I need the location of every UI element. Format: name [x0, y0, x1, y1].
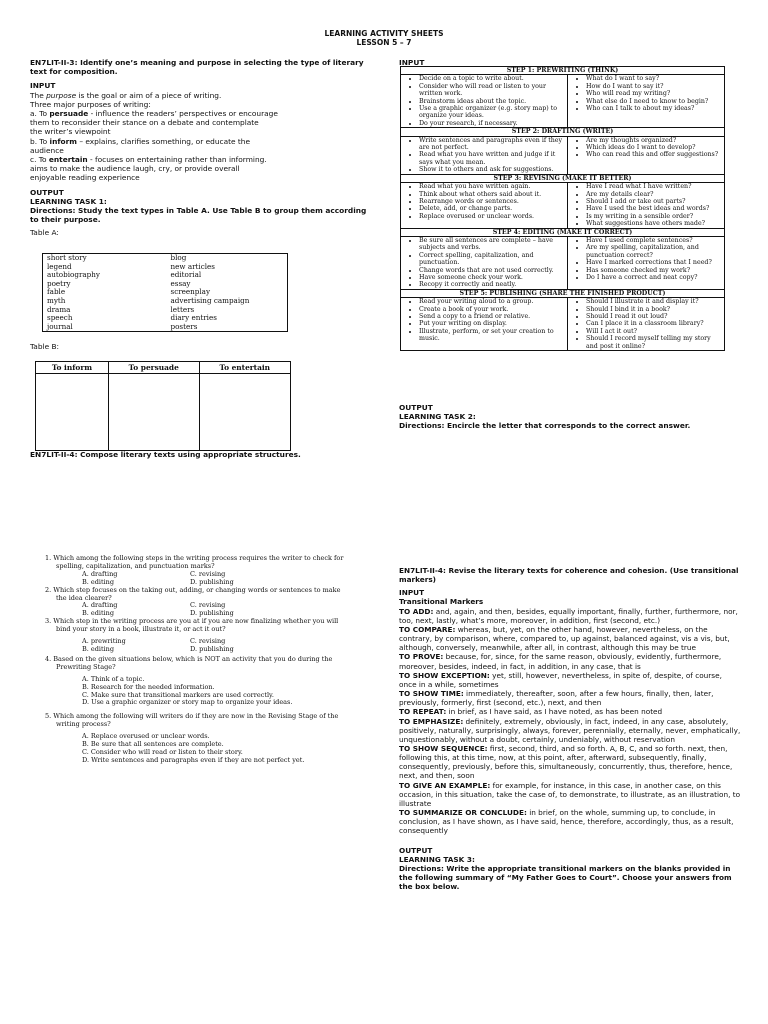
table-a-cell: screenplay: [170, 287, 211, 297]
table-a-cell: journal: [47, 321, 73, 331]
answer-option[interactable]: A. prewriting: [82, 637, 126, 646]
competency-3: EN7LIT-II-3: Identify one’s meaning and purpose in selecting the type of literary text for composition.: [30, 58, 364, 77]
step-bullet: • Have I marked corrections that I need?: [586, 259, 722, 266]
marker-label: TO SHOW TIME:: [399, 689, 464, 699]
step-right-cell: [568, 136, 725, 174]
answer-option[interactable]: B. editing: [82, 609, 115, 618]
task2-block: [399, 403, 739, 431]
step-bullet: • Decide on a topic to write about.: [419, 75, 565, 82]
step-bullet: • Read what you have written again.: [419, 183, 565, 190]
task3-directions: Directions: Write the appropriate transitional markers on the blanks provided in the following summary of “My Father Goes to Court”. Choose your answers from the box below.: [399, 863, 732, 892]
step-heading: STEP 3: REVISING (MAKE IT BETTER): [401, 174, 725, 182]
step-bullet: • Read your writing aloud to a group.: [419, 298, 565, 305]
table-a: [42, 253, 288, 332]
step-bullet: • Replace overused or unclear words.: [419, 213, 565, 220]
step-row: [401, 136, 725, 174]
answer-option[interactable]: A. Think of a topic.: [82, 674, 145, 683]
answer-option[interactable]: C. revising: [190, 569, 226, 578]
table-a-cell: blog: [170, 253, 187, 262]
task2-heading: LEARNING TASK 2:: [399, 412, 476, 422]
competency-revise: EN7LIT-II-4: Revise the literary texts for coherence and cohesion. (Use transitional markers): [399, 566, 739, 585]
step-bullet: • Should I record myself telling my story and post it online?: [586, 335, 722, 350]
question-item: [45, 555, 345, 587]
question-item: [45, 618, 345, 654]
answer-option[interactable]: D. publishing: [190, 577, 234, 586]
table-a-row: [43, 254, 288, 263]
marker-words: whereas, but, yet, on the other hand, however, nevertheless, on the contrary, by comparison, where, compared to, up against, balanced against, vis a vis, but, although, conversely, meanwhile, after all, in contrast, although this may be true: [399, 624, 730, 653]
step-bullet: • Do your research, if necessary.: [419, 120, 565, 127]
step-bullet: • Brainstorm ideas about the topic.: [419, 98, 565, 105]
marker-label: TO EMPHASIZE:: [399, 716, 464, 726]
question-list: [45, 555, 345, 771]
step-bullet: • What do I want to say?: [586, 75, 722, 82]
table-a-row: [43, 271, 288, 280]
step-bullet: • Have I used the best ideas and words?: [586, 205, 722, 212]
answer-option[interactable]: B. Be sure that all sentences are complete.: [82, 740, 224, 749]
step-heading: STEP 1: PREWRITING (THINK): [401, 67, 725, 75]
question-text: 1. Which among the following steps in the writing process requires the writer to check for spelling, capitalization, and punctuation marks?: [45, 554, 344, 570]
table-a-label: Table A:: [30, 228, 59, 238]
step-bullet: • Change words that are not used correctly.: [419, 267, 565, 274]
answer-option[interactable]: A. drafting: [82, 569, 118, 578]
step-bullet: • Be sure all sentences are complete – have subjects and verbs.: [419, 237, 565, 252]
step-bullet: • Show it to others and ask for suggestions.: [419, 166, 565, 173]
step-left-cell: [401, 236, 568, 289]
output-heading: OUTPUT: [30, 187, 64, 197]
steps-input-heading: INPUT: [399, 58, 425, 67]
markers-list: [399, 607, 741, 836]
step-bullet: • Will I act it out?: [586, 328, 722, 335]
marker-entry: [399, 781, 741, 808]
step-bullet: • Should I add or take out parts?: [586, 198, 722, 205]
marker-entry: [399, 607, 741, 625]
table-b-header-inform: To inform: [36, 362, 109, 374]
table-a-row: [43, 314, 288, 323]
question-item: [45, 587, 345, 619]
step-bullet: • What suggestions have others made?: [586, 220, 722, 227]
question-text: 2. Which step focuses on the taking out, adding, or changing words or sentences to make the idea clearer?: [45, 585, 341, 602]
markers-section: [399, 566, 741, 891]
table-a-row: [43, 297, 288, 306]
step-bullet: • Should I illustrate it and display it?: [586, 298, 722, 305]
step-bullet: • Write sentences and paragraphs even if they are not perfect.: [419, 137, 565, 152]
step-bullet: • Consider who will read or listen to your written work.: [419, 83, 565, 98]
step-right-cell: [568, 75, 725, 128]
answer-option[interactable]: D. Use a graphic organizer or story map to organize your ideas.: [82, 698, 293, 707]
step-bullet: • Are my details clear?: [586, 191, 722, 198]
step-left-cell: [401, 298, 568, 351]
step-right-cell: [568, 236, 725, 289]
step-bullet: • Are my spelling, capitalization, and punctuation correct?: [586, 244, 722, 259]
step-bullet: • Who can I talk to about my ideas?: [586, 105, 722, 112]
step-bullet: • Delete, add, or change parts.: [419, 205, 565, 212]
page-title: LEARNING ACTIVITY SHEETS: [324, 29, 444, 38]
table-a-row: [43, 306, 288, 315]
step-bullet: • Read what you have written and judge if it says what you mean.: [419, 151, 565, 166]
step-bullet: • Put your writing on display.: [419, 320, 565, 327]
marker-words: yet, still, however, nevertheless, in spite of, despite, of course, once in a while, sometimes: [399, 670, 722, 689]
table-a-cell: posters: [170, 321, 198, 331]
task2-directions: Directions: Encircle the letter that corresponds to the correct answer.: [399, 421, 691, 431]
question-text: 3. Which step in the writing process are you at if you are now finalizing whether you will bind your story in a book, illustrate it, or act it out?: [45, 617, 339, 634]
step-bullet: • Who will read my writing?: [586, 90, 722, 97]
entertain-line3: enjoyable reading experience: [30, 173, 140, 183]
step-left-cell: [401, 136, 568, 174]
marker-entry: [399, 707, 741, 716]
marker-entry: [399, 625, 741, 652]
table-a-cell: essay: [170, 278, 191, 288]
table-b-header-persuade: To persuade: [108, 362, 199, 374]
step-bullet: • Rearrange words or sentences.: [419, 198, 565, 205]
table-a-cell: editorial: [170, 270, 202, 280]
marker-entry: [399, 744, 741, 781]
step-right-cell: [568, 298, 725, 351]
step-bullet: • Who can read this and offer suggestions?: [586, 151, 722, 158]
answer-option[interactable]: C. revising: [190, 637, 226, 646]
marker-words: and, again, and then, besides, equally important, finally, further, furthermore, nor, too, next, lastly, what’s more, moreover, in addition, first (second, etc.): [399, 606, 738, 625]
step-bullet: • Create a book of your work.: [419, 306, 565, 313]
step-bullet: • Have I used complete sentences?: [586, 237, 722, 244]
table-b: [35, 361, 291, 451]
marker-label: TO GIVE AN EXAMPLE:: [399, 780, 491, 790]
step-row: [401, 298, 725, 351]
inform-item: b. To inform – explains, clarifies something, or educate the: [30, 136, 251, 146]
table-a-cell: legend: [47, 261, 72, 271]
task1-directions: Directions: Study the text types in Table A. Use Table B to group them according to their purpose.: [30, 206, 367, 225]
table-a-cell: fable: [47, 287, 66, 297]
marker-words: first, second, third, and so forth. A, B, C, and so forth. next, then, following this, at this time, now, at this point, after, afterward, subsequently, finally, consequently, previously, before this, simultaneously, concurrently, thus, therefore, hence, next, and then, soon: [399, 743, 733, 781]
page-header: [0, 29, 768, 47]
table-a-cell: diary entries: [170, 313, 217, 323]
table-a-cell: new articles: [170, 261, 215, 271]
table-b-header-entertain: To entertain: [199, 362, 290, 374]
table-a-cell: short story: [47, 253, 87, 262]
marker-entry: [399, 652, 741, 670]
marker-words: in brief, as I have said, as I have noted, as has been noted: [446, 707, 663, 717]
step-row: [401, 75, 725, 128]
table-a-cell: advertising campaign: [170, 295, 250, 305]
task3-heading: LEARNING TASK 3:: [399, 854, 475, 864]
step-bullet: • Correct spelling, capitalization, and punctuation.: [419, 252, 565, 267]
purpose-definition: The purpose is the goal or aim of a piece of writing.: [30, 90, 222, 100]
step-bullet: • Has someone checked my work?: [586, 267, 722, 274]
answer-option[interactable]: D. Write sentences and paragraphs even if they are not perfect yet.: [82, 755, 305, 764]
step-bullet: • Use a graphic organizer (e.g. story map) to organize your ideas.: [419, 105, 565, 120]
answer-option[interactable]: A. Replace overused or unclear words.: [82, 732, 210, 741]
marker-label: TO PROVE:: [399, 652, 444, 662]
answer-option[interactable]: C. revising: [190, 601, 226, 610]
question-text: 5. Which among the following will writers do if they are now in the Revising Stage of the writing process?: [45, 712, 339, 729]
answer-option[interactable]: C. Make sure that transitional markers are used correctly.: [82, 690, 274, 699]
marker-words: definitely, extremely, obviously, in fact, indeed, in any case, absolutely, positively, naturally, surprisingly, always, forever, perennially, eternally, never, emphatically, unquestionably, without a doubt, certainly, undeniably, without reservation: [399, 716, 741, 744]
step-bullet: • Think about what others said about it.: [419, 191, 565, 198]
markers-input-heading: INPUT: [399, 588, 425, 598]
step-row: [401, 236, 725, 289]
table-a-cell: autobiography: [47, 270, 100, 280]
marker-label: TO SHOW EXCEPTION:: [399, 670, 490, 680]
answer-option[interactable]: B. Research for the needed information.: [82, 682, 215, 691]
persuade-line3: the writer’s viewpoint: [30, 127, 111, 137]
marker-entry: [399, 671, 741, 689]
marker-label: TO COMPARE:: [399, 624, 456, 634]
step-bullet: • Do I have a correct and neat copy?: [586, 274, 722, 281]
question-item: [45, 713, 345, 768]
task1-heading: LEARNING TASK 1:: [30, 196, 107, 206]
persuade-line2: them to reconsider their stance on a debate and contemplate: [30, 118, 259, 128]
step-bullet: • What else do I need to know to begin?: [586, 98, 722, 105]
answer-option[interactable]: B. editing: [82, 644, 115, 653]
persuade-item: a. To persuade - influence the readers’ perspectives or encourage: [30, 109, 278, 119]
writing-process-table: [400, 66, 725, 351]
question-text: 4. Based on the given situations below, which is NOT an activity that you do during the Prewriting Stage?: [45, 654, 333, 671]
step-bullet: • Send a copy to a friend or relative.: [419, 313, 565, 320]
marker-label: TO SHOW SEQUENCE:: [399, 743, 488, 753]
step-bullet: • Should I bind it in a book?: [586, 306, 722, 313]
entertain-line2: aims to make the audience laugh, cry, or provide overall: [30, 164, 240, 174]
table-b-cell-inform[interactable]: [36, 374, 109, 451]
step-bullet: • Are my thoughts organized?: [586, 137, 722, 144]
marker-label: TO REPEAT:: [399, 707, 447, 717]
task2-output-heading: OUTPUT: [399, 403, 433, 412]
task3-output-heading: OUTPUT: [399, 845, 433, 855]
inform-line2: audience: [30, 145, 64, 155]
step-heading: STEP 2: DRAFTING (WRITE): [401, 128, 725, 136]
table-b-cell-persuade[interactable]: [108, 374, 199, 451]
step-bullet: • Can I place it in a classroom library?: [586, 320, 722, 327]
step-heading: STEP 5: PUBLISHING (SHARE THE FINISHED PRODUCT): [401, 289, 725, 297]
marker-words: immediately, thereafter, soon, after a few hours, finally, then, later, previously, formerly, first (second, etc.), next, and then: [399, 689, 714, 708]
marker-entry: [399, 717, 741, 744]
step-bullet: • How do I want to say it?: [586, 83, 722, 90]
answer-option[interactable]: A. drafting: [82, 601, 118, 610]
step-heading: STEP 4: EDITING (MAKE IT CORRECT): [401, 228, 725, 236]
marker-label: TO ADD:: [399, 606, 434, 616]
step-bullet: • Have I read what I have written?: [586, 183, 722, 190]
step-right-cell: [568, 183, 725, 228]
lesson-label: LESSON 5 – 7: [356, 38, 412, 47]
table-a-row: [43, 280, 288, 289]
marker-words: in brief, on the whole, summing up, to conclude, in conclusion, as I have shown, as I have said, hence, therefore, accordingly, thus, as a result, consequently: [399, 808, 734, 836]
answer-option[interactable]: D. publishing: [190, 609, 234, 618]
table-b-label: Table B:: [30, 342, 60, 351]
step-bullet: • Which ideas do I want to develop?: [586, 144, 722, 151]
step-bullet: • Illustrate, perform, or set your creation to music.: [419, 328, 565, 343]
answer-option[interactable]: D. publishing: [190, 644, 234, 653]
competency-4: EN7LIT-II-4: Compose literary texts using appropriate structures.: [30, 450, 301, 459]
answer-option[interactable]: C. Consider who will read or listen to their story.: [82, 747, 243, 756]
table-a-row: [43, 323, 288, 332]
left-column: [30, 58, 370, 238]
markers-title: Transitional Markers: [399, 597, 484, 607]
three-purposes: Three major purposes of writing:: [30, 99, 151, 109]
table-a-row: [43, 288, 288, 297]
step-left-cell: [401, 183, 568, 228]
table-a-cell: speech: [47, 313, 73, 323]
marker-words: for example, for instance, in this case, in another case, on this occasion, in this situation, take the case of, to demonstrate, to illustrate, as an illustration, to illustrate: [399, 780, 741, 808]
marker-words: because, for, since, for the same reason, obviously, evidently, furthermore, moreover, besides, indeed, in fact, in addition, in any case, that is: [399, 652, 722, 671]
table-a-cell: myth: [47, 295, 66, 305]
step-bullet: • Should I read it out loud?: [586, 313, 722, 320]
marker-label: TO SUMMARIZE OR CONCLUDE:: [399, 808, 527, 818]
marker-entry: [399, 689, 741, 707]
step-left-cell: [401, 75, 568, 128]
input-heading: INPUT: [30, 81, 56, 91]
step-row: [401, 183, 725, 228]
step-bullet: • Is my writing in a sensible order?: [586, 213, 722, 220]
step-bullet: • Recopy it correctly and neatly.: [419, 281, 565, 288]
answer-option[interactable]: B. editing: [82, 577, 115, 586]
table-a-cell: drama: [47, 304, 71, 314]
entertain-item: c. To entertain - focuses on entertaining rather than informing.: [30, 155, 267, 165]
question-item: [45, 656, 345, 711]
step-bullet: • Have someone check your work.: [419, 274, 565, 281]
table-a-cell: letters: [170, 304, 195, 314]
marker-entry: [399, 808, 741, 835]
table-b-cell-entertain[interactable]: [199, 374, 290, 451]
table-a-cell: poetry: [47, 278, 71, 288]
